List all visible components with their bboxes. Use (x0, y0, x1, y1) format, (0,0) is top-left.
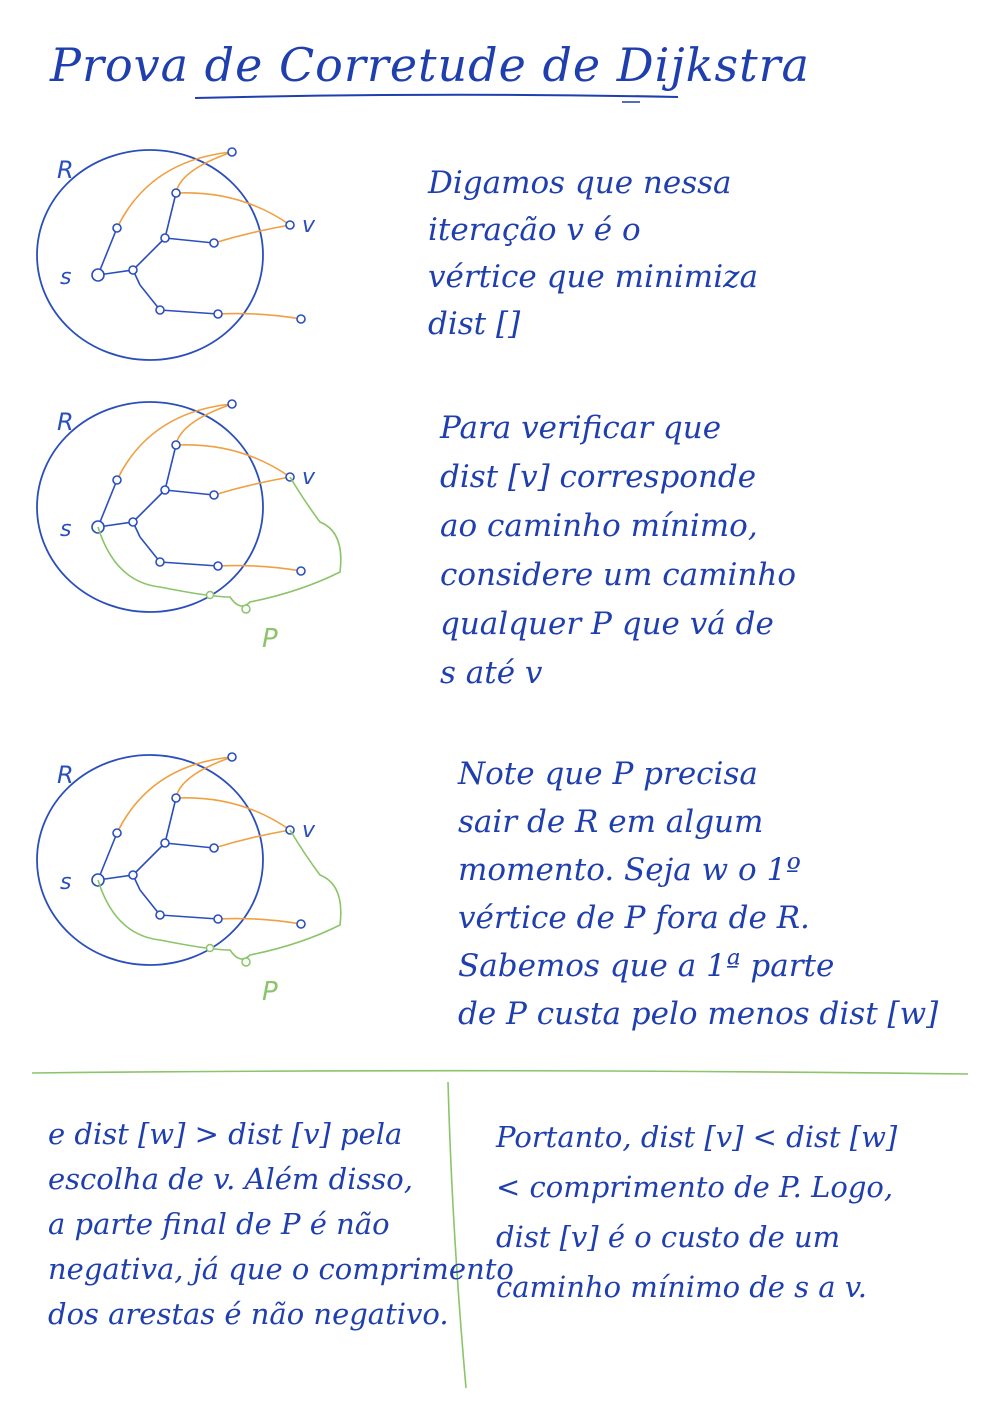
block4-line: escolha de v. Além disso, (48, 1162, 413, 1196)
block4-line: dos arestas é não negativo. (48, 1297, 449, 1331)
block3-line: de P custa pelo menos dist [w] (458, 996, 939, 1032)
tree-edge (98, 228, 117, 275)
tree-node (129, 518, 137, 526)
tree-node (172, 794, 180, 802)
tree-edge (98, 480, 117, 527)
target-label: v (302, 213, 316, 238)
tree-node (210, 239, 218, 247)
target-node (286, 221, 294, 229)
block2-line: s até v (440, 655, 543, 691)
tree-node (161, 486, 169, 494)
block5-line: Portanto, dist [v] < dist [w] (496, 1120, 898, 1154)
tree-edge (160, 562, 218, 566)
block2-line: ao caminho mínimo, (440, 508, 758, 544)
region-label: R (57, 761, 74, 789)
tree-node (113, 829, 121, 837)
tree-node (129, 266, 137, 274)
frontier-edge (218, 314, 301, 319)
tree-edge (160, 310, 218, 314)
block1-line: dist [] (428, 306, 521, 342)
tree-node (113, 476, 121, 484)
block1-line: vértice que minimiza (428, 259, 758, 295)
outside-node (228, 753, 236, 761)
tree-edge (98, 833, 117, 880)
text-block-5 (496, 1112, 897, 1312)
source-label: s (60, 517, 72, 542)
block1-line: Digamos que nessa (428, 165, 732, 201)
block2-line: qualquer P que vá de (440, 606, 774, 642)
outside-node (297, 567, 305, 575)
text-block-4 (48, 1112, 514, 1337)
path-label: P (262, 624, 278, 654)
tree-node (172, 441, 180, 449)
tree-node (214, 562, 222, 570)
diagram-1 (37, 148, 316, 360)
outside-node (228, 148, 236, 156)
tree-node (210, 844, 218, 852)
block4-line: e dist [w] > dist [v] pela (48, 1117, 403, 1151)
region-label: R (57, 408, 74, 436)
tree-node (214, 915, 222, 923)
text-block-2 (440, 404, 796, 698)
target-label: v (302, 818, 316, 843)
diagram-3 (37, 753, 341, 1007)
source-label: s (60, 265, 72, 290)
text-block-3 (458, 750, 938, 1038)
frontier-edge (218, 919, 301, 924)
frontier-edge (176, 445, 290, 477)
tree-node (113, 224, 121, 232)
block2-line: Para verificar que (440, 410, 722, 446)
tree-edge (133, 843, 165, 875)
block3-line: Sabemos que a 1ª parte (458, 948, 835, 984)
tree-node (156, 306, 164, 314)
outside-node (297, 920, 305, 928)
block3-line: vértice de P fora de R. (458, 900, 810, 936)
tree-edge (140, 537, 160, 562)
target-label: v (302, 465, 316, 490)
title-underline (195, 95, 678, 98)
frontier-edge (176, 152, 232, 193)
block4-line: a parte final de P é não (48, 1207, 390, 1241)
tree-edge (165, 843, 214, 848)
tree-edge (133, 238, 165, 270)
source-label: s (60, 870, 72, 895)
frontier-edge (214, 225, 290, 243)
block2-line: considere um caminho (440, 557, 796, 593)
frontier-edge (214, 477, 290, 495)
block5-line: caminho mínimo de s a v. (496, 1270, 867, 1304)
horizontal-divider (32, 1071, 968, 1074)
block3-line: Note que P precisa (458, 756, 758, 792)
block3-line: momento. Seja w o 1º (458, 852, 801, 888)
tree-node (161, 234, 169, 242)
tree-node (129, 871, 137, 879)
block3-line: sair de R em algum (458, 804, 764, 840)
tree-edge (165, 445, 176, 490)
frontier-edge (214, 830, 290, 848)
outside-node (228, 400, 236, 408)
tree-node (156, 911, 164, 919)
source-node (92, 269, 104, 281)
tree-node (156, 558, 164, 566)
tree-edge (165, 193, 176, 238)
path-node-w (207, 592, 214, 599)
outside-node (297, 315, 305, 323)
tree-edge (165, 490, 214, 495)
block5-line: < comprimento de P. Logo, (496, 1170, 894, 1204)
block2-line: dist [v] corresponde (440, 459, 757, 495)
frontier-edge (218, 566, 301, 571)
tree-node (214, 310, 222, 318)
frontier-edge (176, 193, 290, 225)
block5-line: dist [v] é o custo de um (496, 1220, 841, 1254)
path-p (98, 830, 341, 959)
tree-edge (165, 238, 214, 243)
diagram-2 (37, 400, 341, 654)
block1-line: iteração v é o (428, 212, 641, 248)
tree-node (210, 491, 218, 499)
path-node (242, 605, 250, 613)
path-node-w (207, 945, 214, 952)
frontier-edge (176, 798, 290, 830)
page-title: Prova de Corretude de Dijkstra (50, 38, 810, 92)
tree-edge (140, 890, 160, 915)
tree-edge (133, 490, 165, 522)
tree-edge (140, 285, 160, 310)
tree-edge (165, 798, 176, 843)
frontier-edge (176, 757, 232, 798)
block4-line: negativa, já que o comprimento (48, 1252, 514, 1286)
path-label: P (262, 977, 278, 1007)
path-p (98, 477, 341, 606)
text-block-1 (428, 160, 758, 348)
path-node (242, 958, 250, 966)
tree-node (161, 839, 169, 847)
frontier-edge (176, 404, 232, 445)
region-label: R (57, 156, 74, 184)
tree-node (172, 189, 180, 197)
tree-edge (160, 915, 218, 919)
